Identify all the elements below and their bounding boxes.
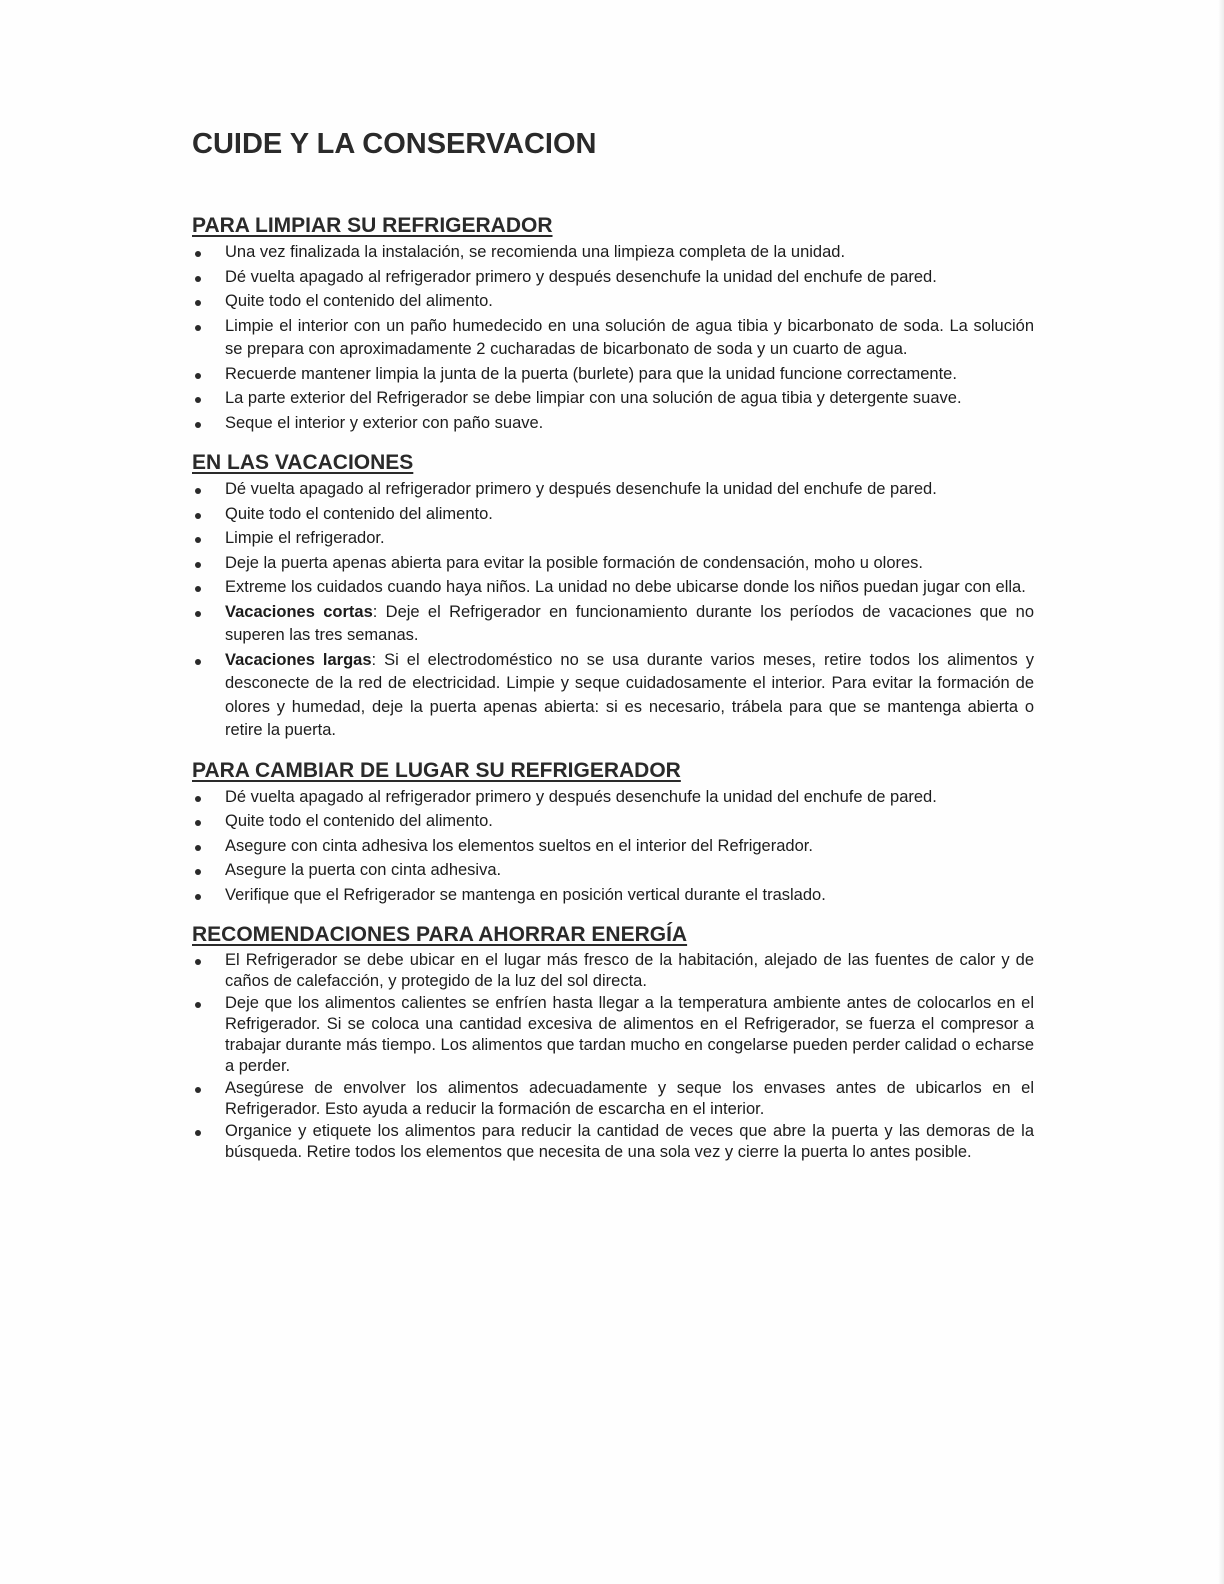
bullet-list	[192, 950, 1034, 1163]
list-item	[192, 478, 1034, 502]
document-content	[192, 128, 1034, 1178]
list-item	[192, 363, 1034, 387]
list-item	[192, 649, 1034, 743]
bullet-icon	[195, 300, 201, 306]
bullet-icon	[195, 373, 201, 379]
sections-container	[192, 213, 1034, 1163]
item-text: La parte exterior del Refrigerador se debe limpiar con una solución de agua tibia y detergente suave.	[225, 389, 962, 407]
bullet-icon	[195, 869, 201, 875]
item-text: Asegure la puerta con cinta adhesiva.	[225, 861, 502, 879]
bullet-icon	[195, 562, 201, 568]
list-item	[192, 552, 1034, 576]
section-heading: EN LAS VACACIONES	[192, 451, 414, 474]
bullet-icon	[195, 325, 201, 331]
scan-edge-shadow	[1218, 0, 1224, 1584]
item-text: Dé vuelta apagado al refrigerador primero y después desenchufe la unidad del enchufe de pared.	[225, 480, 937, 498]
item-text: Organice y etiquete los alimentos para reducir la cantidad de veces que abre la puerta y las demoras de la búsqueda. Retire todos los elementos que necesita de una sola vez y cierre la puerta lo antes posible.	[225, 1122, 1034, 1161]
item-text: Quite todo el contenido del alimento.	[225, 812, 493, 830]
list-item	[192, 835, 1034, 859]
section-2	[192, 758, 1034, 908]
section-3	[192, 922, 1034, 1163]
list-item	[192, 884, 1034, 908]
bullet-icon	[195, 820, 201, 826]
item-lead: Vacaciones largas	[225, 650, 372, 669]
list-item	[192, 241, 1034, 265]
bullet-icon	[195, 513, 201, 519]
bullet-icon	[195, 959, 201, 965]
bullet-icon	[195, 586, 201, 592]
item-text: : Si el electrodoméstico no se usa durante varios meses, retire todos los alimentos y desconecte de la red de electricidad. Limpie y seque cuidadosamente el interior. Para evitar la formación de olores y humedad, deje la puerta apenas abierta: si es necesario, trábela para que se mantenga abierta o retire la puerta.	[225, 650, 1034, 739]
bullet-icon	[195, 251, 201, 257]
item-text: Asegúrese de envolver los alimentos adecuadamente y seque los envases antes de ubicarlos en el Refrigerador. Esto ayuda a reducir la formación de escarcha en el interior.	[225, 1079, 1034, 1118]
item-text: Dé vuelta apagado al refrigerador primero y después desenchufe la unidad del enchufe de pared.	[225, 787, 937, 806]
bullet-icon	[195, 796, 201, 802]
item-text: Quite todo el contenido del alimento.	[225, 292, 493, 310]
section-1	[192, 450, 1034, 743]
list-item	[192, 527, 1034, 551]
section-heading: PARA CAMBIAR DE LUGAR SU REFRIGERADOR	[192, 758, 681, 782]
item-text: Una vez finalizada la instalación, se recomienda una limpieza completa de la unidad.	[225, 243, 846, 261]
list-item	[192, 266, 1034, 290]
bullet-icon	[195, 894, 201, 900]
list-item	[192, 859, 1034, 883]
item-text: El Refrigerador se debe ubicar en el lugar más fresco de la habitación, alejado de las fuentes de calor y de caños de calefacción, y protegido de la luz del sol directa.	[225, 951, 1034, 990]
bullet-icon	[195, 611, 201, 617]
item-text: Extreme los cuidados cuando haya niños. La unidad no debe ubicarse donde los niños puedan jugar con ella.	[225, 578, 1026, 596]
item-text: Asegure con cinta adhesiva los elementos sueltos en el interior del Refrigerador.	[225, 836, 813, 855]
bullet-icon	[195, 397, 201, 403]
bullet-list	[192, 241, 1034, 435]
item-text: Dé vuelta apagado al refrigerador primero y después desenchufe la unidad del enchufe de pared.	[225, 267, 937, 286]
list-item	[192, 810, 1034, 834]
item-lead: Vacaciones cortas	[225, 602, 373, 621]
item-text: Quite todo el contenido del alimento.	[225, 504, 493, 523]
bullet-icon	[195, 1087, 201, 1093]
bullet-icon	[195, 845, 201, 851]
bullet-icon	[195, 1130, 201, 1136]
list-item	[192, 576, 1034, 600]
bullet-icon	[195, 422, 201, 428]
item-text: Verifique que el Refrigerador se mantenga en posición vertical durante el traslado.	[225, 885, 826, 904]
bullet-icon	[195, 488, 201, 494]
list-item	[192, 315, 1034, 362]
list-item	[192, 290, 1034, 314]
item-text: Seque el interior y exterior con paño suave.	[225, 413, 544, 432]
bullet-list	[192, 478, 1034, 743]
list-item	[192, 786, 1034, 810]
list-item	[192, 412, 1034, 436]
item-text: Limpie el interior con un paño humedecido en una solución de agua tibia y bicarbonato de soda. La solución se prepara con aproximadamente 2 cucharadas de bicarbonato de soda y un cuarto de agua.	[225, 316, 1034, 358]
list-item	[192, 503, 1034, 527]
bullet-icon	[195, 276, 201, 282]
section-heading: PARA LIMPIAR SU REFRIGERADOR	[192, 214, 553, 237]
document-title: CUIDE Y LA CONSERVACION	[192, 128, 597, 160]
item-text: Deje que los alimentos calientes se enfríen hasta llegar a la temperatura ambiente antes de colocarlos en el Refrigerador. Si se coloca una cantidad excesiva de alimentos en el Refrigerador, se fuerza el compresor a trabajar durante más tiempo. Los alimentos que tardan mucho en congelarse pueden perder calidad o echarse a perder.	[225, 994, 1034, 1075]
list-item	[192, 601, 1034, 648]
list-item	[192, 1121, 1034, 1163]
list-item	[192, 1078, 1034, 1120]
bullet-icon	[195, 1002, 201, 1008]
section-heading: RECOMENDACIONES PARA AHORRAR ENERGÍA	[192, 923, 688, 946]
list-item	[192, 993, 1034, 1077]
list-item	[192, 950, 1034, 992]
bullet-icon	[195, 537, 201, 543]
item-text: Deje la puerta apenas abierta para evitar la posible formación de condensación, moho u olores.	[225, 553, 924, 572]
item-text: : Deje el Refrigerador en funcionamiento durante los períodos de vacaciones que no superen las tres semanas.	[225, 602, 1034, 644]
section-0	[192, 213, 1034, 435]
bullet-list	[192, 786, 1034, 908]
item-text: Limpie el refrigerador.	[225, 529, 385, 547]
item-text: Recuerde mantener limpia la junta de la puerta (burlete) para que la unidad funcione correctamente.	[225, 364, 957, 383]
list-item	[192, 387, 1034, 411]
bullet-icon	[195, 659, 201, 665]
